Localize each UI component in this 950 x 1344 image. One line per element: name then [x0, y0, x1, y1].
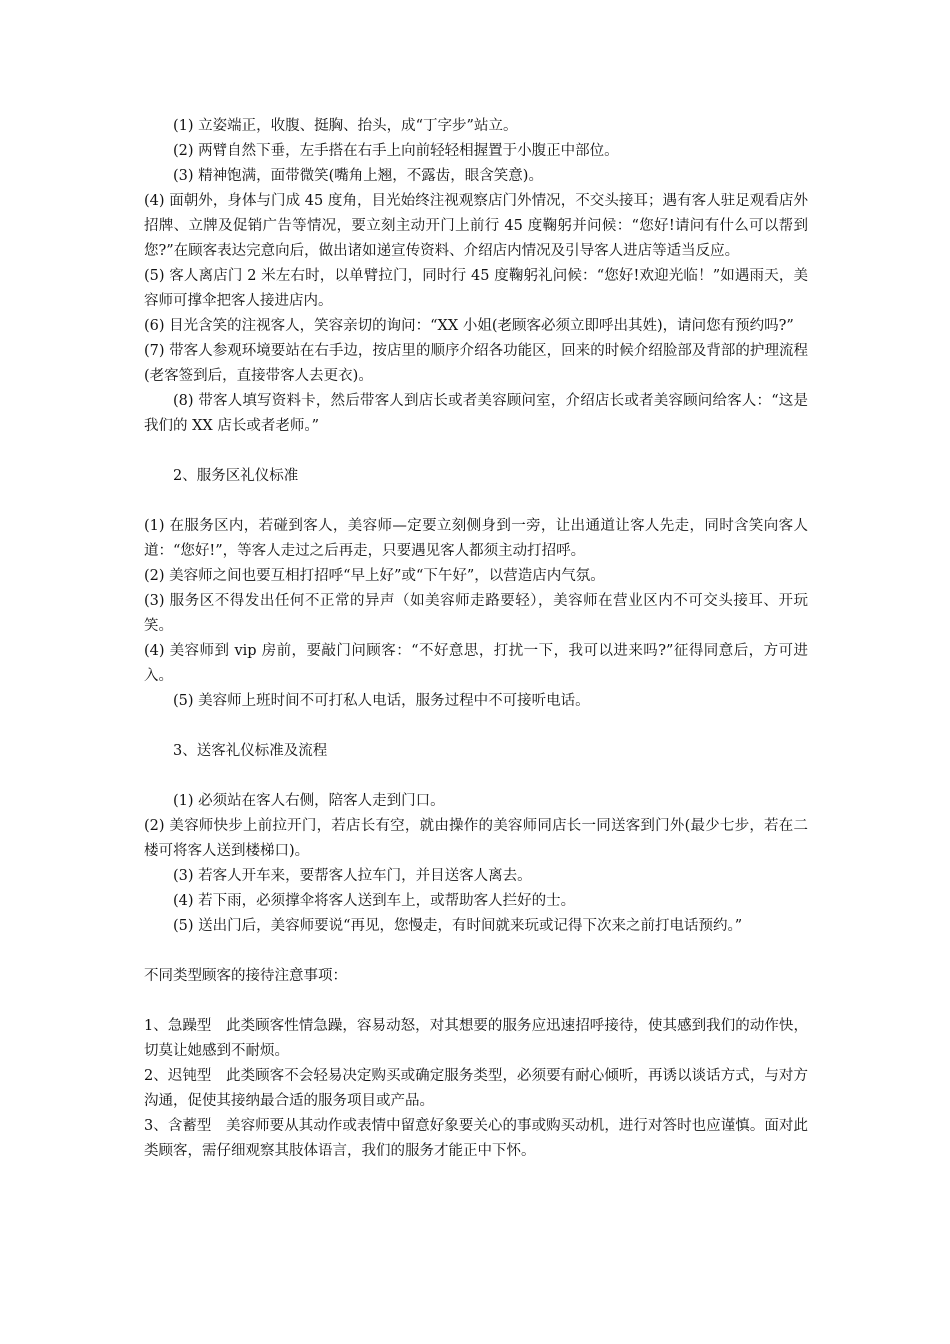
- section1-item-7: (7) 带客人参观环境要站在右手边，按店里的顺序介绍各功能区，回来的时候介绍脸部及背部的护理流程(老客签到后，直接带客人去更衣)。: [144, 343, 808, 384]
- section2-item-3: (3) 服务区不得发出任何不正常的异声（如美容师走路要轻），美容师在营业区内不可交头接耳、开玩笑。: [144, 593, 808, 634]
- section3-item-3: (3) 若客人开车来，要帮客人拉车门，并目送客人离去。: [173, 868, 532, 884]
- section1-item-4: (4) 面朝外，身体与门成 45 度角，目光始终注视观察店门外情况，不交头接耳；遇有客人驻足观看店外招牌、立牌及促销广告等情况，要立刻主动开门上前行 45 度鞠躬并问候：“您好!请问有什么可以帮到您?”在顾客表达完意向后，做出诸如递宣传资料、介绍店内情况及引导客人进店等适当反应。: [144, 193, 808, 259]
- section3-item-4: (4) 若下雨，必须撑伞将客人送到车上，或帮助客人拦好的士。: [173, 893, 576, 909]
- section4-list: [144, 1014, 808, 1164]
- section2-title: 2、服务区礼仪标准: [173, 468, 299, 484]
- section4-item-2: 2、迟钝型 此类顾客不会轻易决定购买或确定服务类型，必须要有耐心倾听，再诱以谈话方式，与对方沟通，促使其接纳最合适的服务项目或产品。: [144, 1068, 808, 1109]
- section4-item-1: 1、急躁型 此类顾客性情急躁，容易动怒，对其想要的服务应迅速招呼接待，使其感到我们的动作快，切莫让她感到不耐烦。: [144, 1018, 808, 1059]
- spacer: [144, 439, 808, 464]
- section1-item-3: (3) 精神饱满，面带微笑(嘴角上翘，不露齿，眼含笑意)。: [173, 168, 543, 184]
- section1-item-8: (8) 带客人填写资料卡，然后带客人到店长或者美容顾问室，介绍店长或者美容顾问给客人：“这是我们的 XX 店长或者老师。”: [144, 393, 808, 434]
- section2-item-5: (5) 美容师上班时间不可打私人电话，服务过程中不可接听电话。: [173, 693, 590, 709]
- section2-item-1: (1) 在服务区内，若碰到客人，美容师—定要立刻侧身到一旁，让出通道让客人先走，同时含笑向客人道：“您好!”，等客人走过之后再走，只要遇见客人都须主动打招呼。: [144, 518, 808, 559]
- section4-item-3: 3、含蓄型 美容师要从其动作或表情中留意好象要关心的事或购买动机，进行对答时也应谨慎。面对此类顾客，需仔细观察其肢体语言，我们的服务才能正中下怀。: [144, 1118, 808, 1159]
- section1-item-6: (6) 目光含笑的注视客人，笑容亲切的询问：“XX 小姐(老顾客必须立即呼出其姓)，请问您有预约吗?”: [144, 318, 794, 334]
- spacer: [144, 989, 808, 1014]
- section4-title: 不同类型顾客的接待注意事项：: [144, 968, 347, 984]
- section3-list: [144, 789, 808, 939]
- section3-title: 3、送客礼仪标准及流程: [173, 743, 328, 759]
- section1-item-2: (2) 两臂自然下垂，左手搭在右手上向前轻轻相握置于小腹正中部位。: [173, 143, 619, 159]
- section1-list: [144, 114, 808, 439]
- spacer: [144, 489, 808, 514]
- section3-item-5: (5) 送出门后，美容师要说“再见，您慢走，有时间就来玩或记得下次来之前打电话预约。”: [173, 918, 743, 934]
- spacer: [144, 714, 808, 739]
- section3-item-2: (2) 美容师快步上前拉开门，若店长有空，就由操作的美容师同店长一同送客到门外(最少七步，若在二楼可将客人送到楼梯口)。: [144, 818, 808, 859]
- section1-item-1: (1) 立姿端正，收腹、挺胸、抬头，成“丁字步”站立。: [173, 118, 518, 134]
- spacer: [144, 939, 808, 964]
- section2-list: [144, 514, 808, 714]
- spacer: [144, 764, 808, 789]
- section2-item-4: (4) 美容师到 vip 房前，要敲门问顾客：“不好意思，打扰一下，我可以进来吗?”征得同意后，方可进入。: [144, 643, 808, 684]
- document-page: [144, 114, 808, 1164]
- section1-item-5: (5) 客人离店门 2 米左右时，以单臂拉门，同时行 45 度鞠躬礼问候：“您好!欢迎光临！”如遇雨天，美容师可撑伞把客人接进店内。: [144, 268, 808, 309]
- section2-item-2: (2) 美容师之间也要互相打招呼“早上好”或“下午好”，以营造店内气氛。: [144, 568, 605, 584]
- section3-item-1: (1) 必须站在客人右侧，陪客人走到门口。: [173, 793, 445, 809]
